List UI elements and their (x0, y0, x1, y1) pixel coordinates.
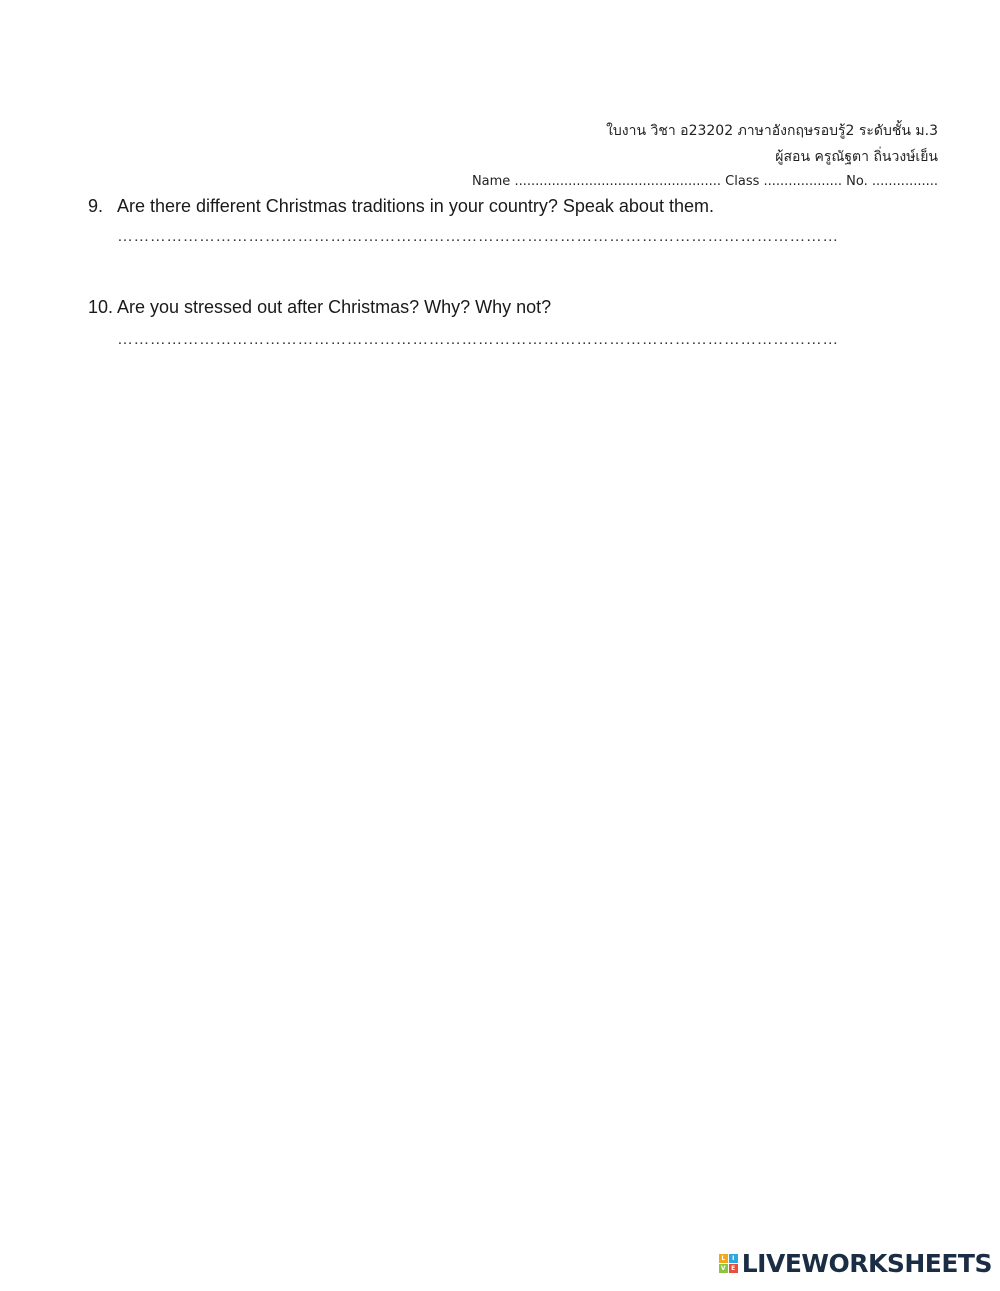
answer-line-10[interactable]: …………………………………………………………………………………………………………………… (117, 331, 839, 348)
liveworksheets-logo-text: LIVEWORKSHEETS (741, 1248, 992, 1278)
logo-mark-v: V (719, 1264, 728, 1273)
worksheet-subject-line: ใบงาน วิชา อ23202 ภาษาอังกฤษรอบรู้2 ระดับชั้น ม.3 (606, 123, 938, 139)
question-number: 10. (88, 297, 114, 317)
liveworksheets-logo-mark (719, 1254, 738, 1273)
student-info-line: Name .................................................. Class ................... No. ................ (471, 174, 938, 189)
question-number: 9. (88, 196, 104, 216)
worksheet-teacher-line: ผู้สอน ครูณัฐตา ถิ่นวงษ์เย็น (775, 149, 938, 165)
logo-mark-l: L (719, 1254, 728, 1263)
answer-line-9[interactable]: …………………………………………………………………………………………………………………… (117, 228, 839, 245)
liveworksheets-logo (719, 1249, 992, 1277)
logo-mark-e: E (729, 1264, 738, 1273)
question-text: Are there different Christmas traditions in your country? Speak about them. (117, 196, 714, 216)
question-10 (88, 297, 551, 318)
question-9 (88, 196, 714, 217)
logo-mark-i: I (729, 1254, 738, 1263)
question-text: Are you stressed out after Christmas? Why? Why not? (117, 297, 552, 317)
